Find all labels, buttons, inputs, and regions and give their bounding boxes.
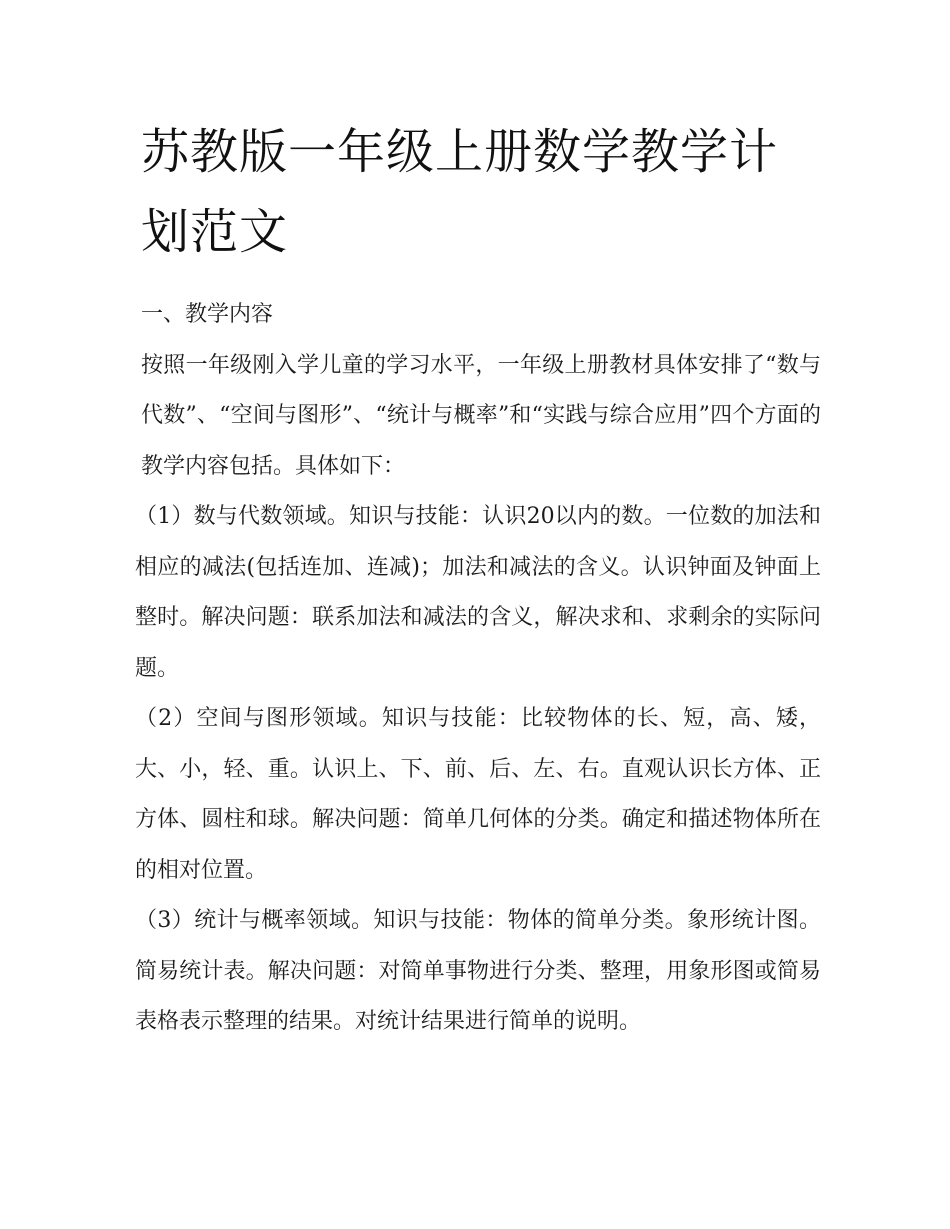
paragraph-number-algebra: （1）数与代数领域。知识与技能：认识20以内的数。一位数的加法和相应的减法(包括连加、连减)；加法和减法的含义。认识钟面及钟面上整时。解决问题：联系加法和减法的含义，解决求和、求剩余的实际问题。 bbox=[135, 504, 821, 681]
paragraph-intro: 按照一年级刚入学儿童的学习水平，一年级上册教材具体安排了“数与代数”、“空间与图形”、“统计与概率”和“实践与综合应用”四个方面的教学内容包括。具体如下： bbox=[141, 352, 821, 479]
paragraph-space-geometry: （2）空间与图形领域。知识与技能：比较物体的长、短，高、矮，大、小，轻、重。认识上、下、前、后、左、右。直观认识长方体、正方体、圆柱和球。解决问题：简单几何体的分类。确定和描述物体所在的相对位置。 bbox=[135, 706, 821, 883]
section-heading-teaching-content: 一、教学内容 bbox=[141, 302, 274, 327]
document-title: 苏教版一年级上册数学教学计划范文 bbox=[141, 124, 779, 260]
paragraph-statistics-probability: （3）统计与概率领域。知识与技能：物体的简单分类。象形统计图。简易统计表。解决问题：对简单事物进行分类、整理，用象形图或简易表格表示整理的结果。对统计结果进行简单的说明。 bbox=[135, 908, 821, 1034]
document-body bbox=[135, 112, 821, 1048]
